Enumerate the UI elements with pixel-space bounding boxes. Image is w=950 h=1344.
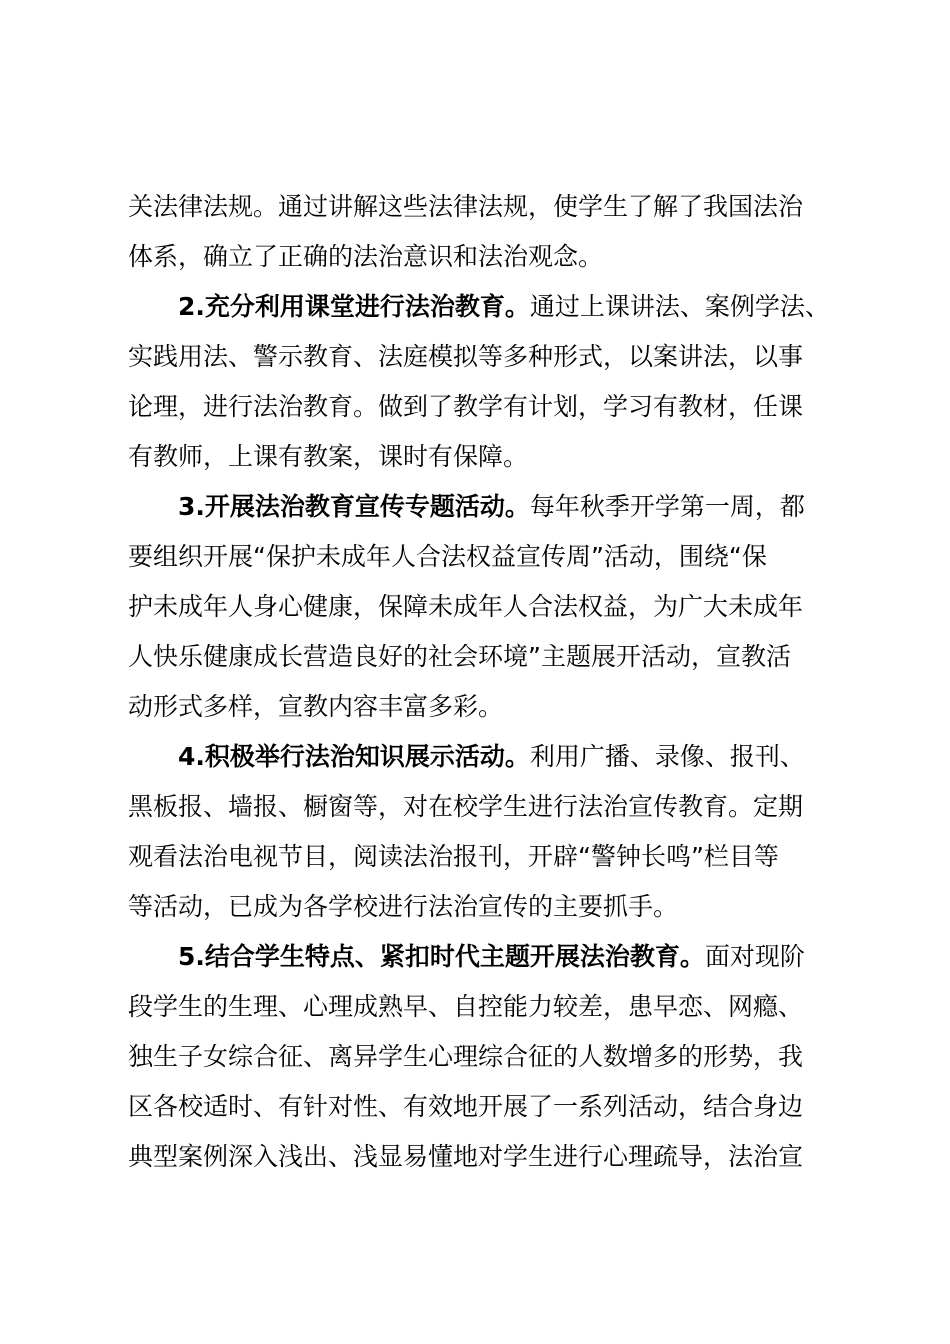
text-run: 有教师，上课有教案，课时有保障。 <box>128 442 529 471</box>
text-line <box>128 340 803 374</box>
text-line <box>128 840 779 874</box>
text-run: 动形式多样，宣教内容丰富多彩。 <box>128 692 504 721</box>
text-line <box>128 540 767 574</box>
text-line <box>128 440 528 474</box>
section-2-heading-line <box>178 290 830 324</box>
text-run: 利用广播、录像、报刊、 <box>529 742 805 771</box>
text-line <box>128 1040 803 1074</box>
text-run: 体系，确立了正确的法治意识和法治观念。 <box>128 242 604 271</box>
text-line <box>128 190 803 224</box>
section-4-heading: 4.积极举行法治知识展示活动。 <box>178 742 530 771</box>
text-line <box>128 640 791 674</box>
section-3-heading: 3.开展法治教育宣传专题活动。 <box>178 492 530 521</box>
text-line <box>128 390 803 424</box>
section-5-heading: 5.结合学生特点、紧扣时代主题开展法治教育。 <box>178 942 705 971</box>
text-line <box>128 1140 803 1174</box>
text-run: 护未成年人身心健康，保障未成年人合法权益，为广大未成年 <box>128 592 804 621</box>
text-run: 区各校适时、有针对性、有效地开展了一系列活动，结合身边 <box>128 1092 804 1121</box>
text-run: 要组织开展“保护未成年人合法权益宣传周”活动，围绕“保 <box>128 542 767 571</box>
text-line <box>128 790 803 824</box>
text-run: 实践用法、警示教育、法庭模拟等多种形式，以案讲法，以事 <box>128 342 804 371</box>
section-4-heading-line <box>178 740 805 774</box>
text-run: 黑板报、墙报、橱窗等，对在校学生进行法治宣传教育。定期 <box>128 792 804 821</box>
text-line <box>128 890 678 924</box>
text-run: 独生子女综合征、离异学生心理综合征的人数增多的形势，我 <box>128 1042 804 1071</box>
text-run: 论理，进行法治教育。做到了教学有计划，学习有教材，任课 <box>128 392 804 421</box>
text-line <box>128 1090 803 1124</box>
text-line <box>128 690 503 724</box>
section-3-heading-line <box>178 490 805 524</box>
text-run: 面对现阶 <box>704 942 805 971</box>
section-5-heading-line <box>178 940 805 974</box>
text-run: 观看法治电视节目，阅读法治报刊，开辟“警钟长鸣”栏目等 <box>128 842 779 871</box>
text-run: 等活动，已成为各学校进行法治宣传的主要抓手。 <box>128 892 679 921</box>
text-run: 关法律法规。通过讲解这些法律法规，使学生了解了我国法治 <box>128 192 804 221</box>
text-run: 人快乐健康成长营造良好的社会环境”主题展开活动，宣教活 <box>128 642 791 671</box>
text-line <box>128 590 803 624</box>
text-run: 通过上课讲法、案例学法、 <box>529 292 830 321</box>
text-run: 每年秋季开学第一周，都 <box>529 492 805 521</box>
text-run: 段学生的生理、心理成熟早、自控能力较差，患早恋、网瘾、 <box>128 992 804 1021</box>
section-2-heading: 2.充分利用课堂进行法治教育。 <box>178 292 530 321</box>
text-line <box>128 990 803 1024</box>
text-line <box>128 240 603 274</box>
text-run: 典型案例深入浅出、浅显易懂地对学生进行心理疏导，法治宣 <box>128 1142 804 1171</box>
